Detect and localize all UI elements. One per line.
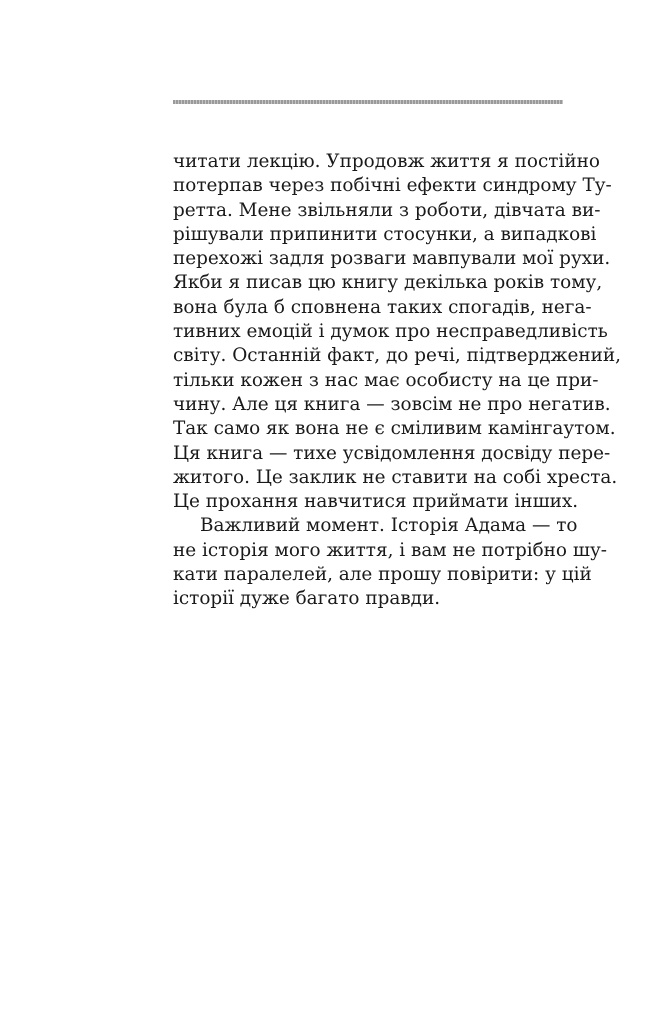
text-line: чину. Але ця книга — зовсім не про негатив. bbox=[173, 393, 611, 415]
paragraph-1 bbox=[173, 150, 621, 514]
text-line: Важливий момент. Історія Адама — то bbox=[200, 515, 578, 537]
text-line: не історія мого життя, і вам не потрібно шу- bbox=[173, 539, 607, 561]
text-line: житого. Це заклик не ставити на собі хреста. bbox=[173, 466, 618, 488]
text-line: історії дуже багато правди. bbox=[173, 588, 441, 610]
text-line: перехожі задля розваги мавпували мої рухи. bbox=[173, 248, 611, 270]
header-rule bbox=[173, 100, 563, 104]
text-line: тільки кожен з нас має особисту на це при- bbox=[173, 369, 599, 391]
text-line: світу. Останній факт, до речі, підтверджений, bbox=[173, 345, 621, 367]
text-line: ретта. Мене звільняли з роботи, дівчата ви- bbox=[173, 199, 601, 221]
text-line: Так само як вона не є сміливим камінгаутом. bbox=[173, 418, 616, 440]
text-line: рішували припинити стосунки, а випадкові bbox=[173, 223, 597, 245]
text-line: Якби я писав цю книгу декілька років тому, bbox=[173, 272, 603, 294]
paragraph-2 bbox=[173, 514, 607, 611]
text-line: потерпав через побічні ефекти синдрому Ту- bbox=[173, 175, 612, 197]
page-text bbox=[173, 150, 621, 612]
text-line: Ця книга — тихе усвідомлення досвіду пере- bbox=[173, 442, 611, 464]
text-line: тивних емоцій і думок про несправедливість bbox=[173, 321, 608, 343]
text-line: вона була б сповнена таких спогадів, нега- bbox=[173, 296, 592, 318]
text-line: Це прохання навчитися приймати інших. bbox=[173, 491, 579, 513]
text-line: читати лекцію. Упродовж життя я постійно bbox=[173, 151, 600, 172]
text-line: кати паралелей, але прошу повірити: у цій bbox=[173, 564, 592, 586]
